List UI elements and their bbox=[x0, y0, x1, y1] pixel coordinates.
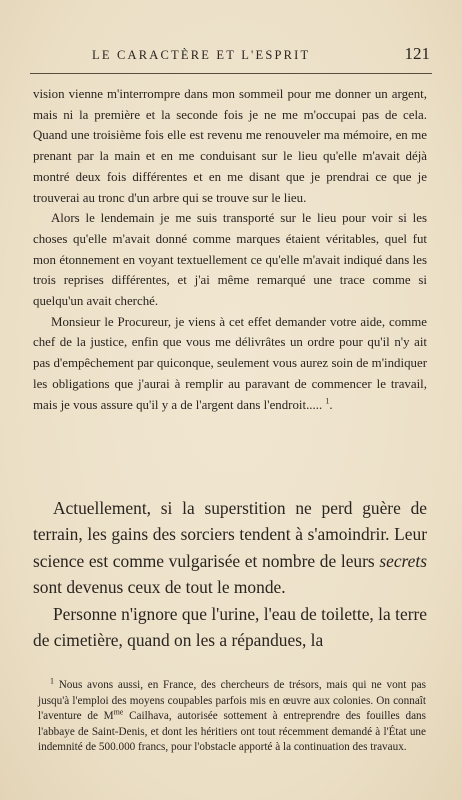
footnote-reference: 1 bbox=[325, 396, 330, 406]
body-paragraph-1-a: Actuellement, si la superstition ne perd guère de terrain, les gains des sorciers tendent à s'amoindrir. Leur science est comme vulgarisée et nombre de leurs bbox=[33, 498, 427, 571]
footnote-marker: 1 bbox=[50, 676, 54, 686]
body-paragraph-1 bbox=[33, 495, 427, 601]
page-number: 121 bbox=[404, 44, 430, 63]
letter-paragraph-3 bbox=[33, 312, 427, 416]
footnote-text-b: Cailhava, autorisée sottement à entreprendre des fouilles dans l'abbaye de Saint-Denis, et dont les héritiers ont tout récemment demandé à l'État une indemnité de 500.000 francs, pour l'obstacle apporté à la continuation des travaux. bbox=[38, 710, 426, 754]
letter-paragraph-3-end: . bbox=[329, 397, 333, 412]
footnote bbox=[38, 678, 426, 756]
header-rule bbox=[30, 73, 432, 74]
body-paragraph-2: Personne n'ignore que l'urine, l'eau de toilette, la terre de cimetière, quand on les a répandues, la bbox=[33, 603, 427, 651]
quoted-letter bbox=[33, 84, 427, 415]
letter-paragraph-3-text: Monsieur le Procureur, je viens à cet effet demander votre aide, comme chef de la justice, enfin que vous me délivrâtes un ordre pour qu'il n'y ait pas d'empêchement par quiconque, seulement vous aurez soin de m'indiquer les obligations que j'aurai à remplir au paravant de commencer le travail, mais je vous assure qu'il y a de l'argent dans l'endroit..... bbox=[33, 314, 427, 412]
letter-paragraph-1: vision vienne m'interrompre dans mon sommeil pour me donner un argent, mais ni la première et la seconde fois je ne me m'occupai pas de cela. Quand une troisième fois elle est revenu me renouveler ma mémoire, en me prenant par la main et en me conduisant sur le lieu qu'elle m'avait déjà montré deux fois différentes et en me disant que je prendrai ce que je trouverai au tronc d'un arbre qui se trouve sur le lieu. bbox=[33, 87, 427, 205]
running-title: LE CARACTÈRE ET L'ESPRIT bbox=[92, 48, 311, 62]
body-emphasis-secrets: secrets bbox=[379, 550, 427, 571]
footnote-text-a: Nous avons aussi, en France, des chercheurs de trésors, mais qui ne vont pas jusqu'à l'emploi des moyens coupables parfois mis en œuvre aux colonies. On connaît l'aventure de M bbox=[38, 679, 426, 723]
footnote-paragraph bbox=[38, 678, 426, 756]
main-text bbox=[33, 495, 427, 653]
footnote-superscript: me bbox=[113, 707, 124, 717]
body-paragraph-1-b: sont devenus ceux de tout le monde. bbox=[33, 577, 286, 598]
letter-paragraph-2: Alors le lendemain je me suis transporté sur le lieu pour voir si les choses qu'elle m'avait donné comme marques étaient véritables, quel fut mon étonnement en voyant textuellement ce qu'elle m'avait indiqué dans les trois reprises différentes, et j'ai même remarqué une trace comme si quelqu'un avait cherché. bbox=[33, 211, 427, 309]
page-header bbox=[30, 44, 432, 66]
